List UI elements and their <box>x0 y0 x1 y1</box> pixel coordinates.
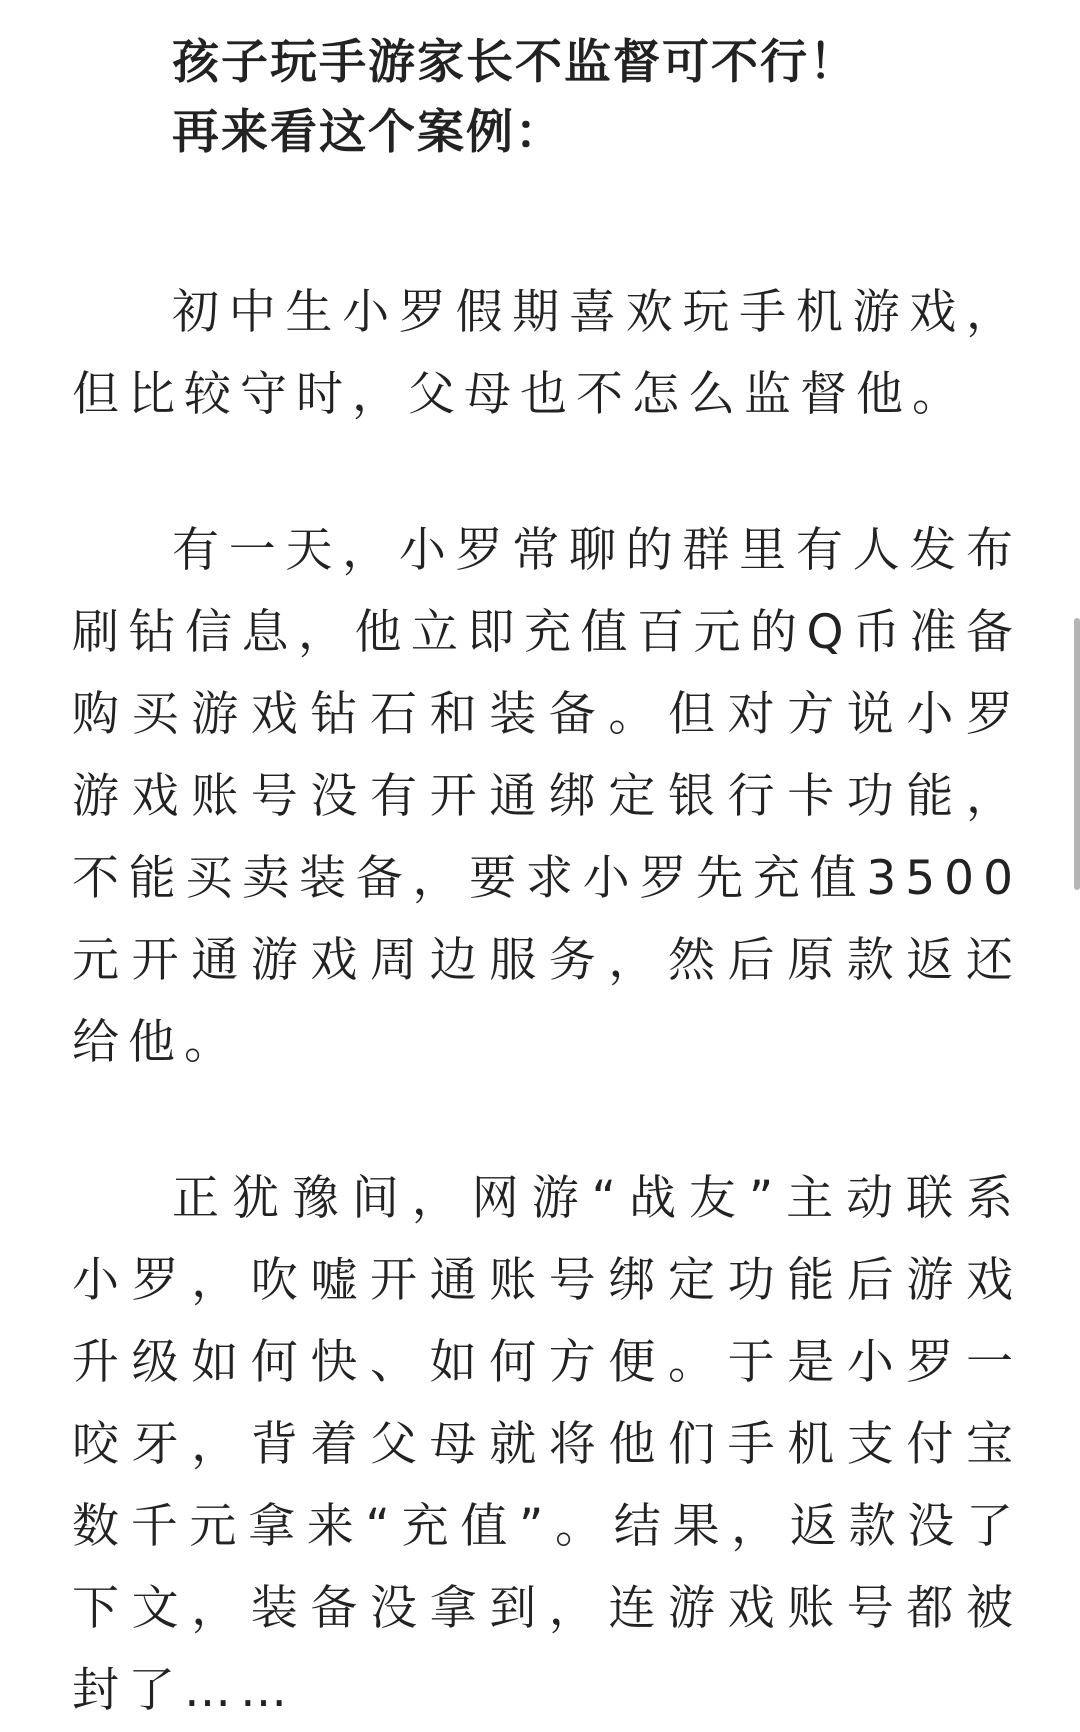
scrollbar[interactable] <box>1074 618 1080 890</box>
paragraph-3: 正犹豫间，网游“战友”主动联系小罗，吹嘘开通账号绑定功能后游戏升级如何快、如何方便。于是小罗一咬牙，背着父母就将他们手机支付宝数千元拿来“充值”。结果，返款没了下文，装备没拿到，连游戏账号都被封了…… <box>72 1171 1022 1718</box>
spacer <box>72 1084 1022 1158</box>
article-body <box>72 28 1022 1732</box>
paragraph-1: 初中生小罗假期喜欢玩手机游戏，但比较守时，父母也不怎么监督他。 <box>72 285 1022 422</box>
spacer <box>72 436 1022 510</box>
article-subheading: 再来看这个案例： <box>172 105 564 160</box>
spacer <box>72 168 1022 272</box>
article-heading: 孩子玩手游家长不监督可不行！ <box>172 35 858 90</box>
paragraph-2: 有一天，小罗常聊的群里有人发布刷钻信息，他立即充值百元的Q币准备购买游戏钻石和装备。但对方说小罗游戏账号没有开通绑定银行卡功能，不能买卖装备，要求小罗先充值3500元开通游戏周边服务，然后原款返还给他。 <box>72 523 1022 1070</box>
